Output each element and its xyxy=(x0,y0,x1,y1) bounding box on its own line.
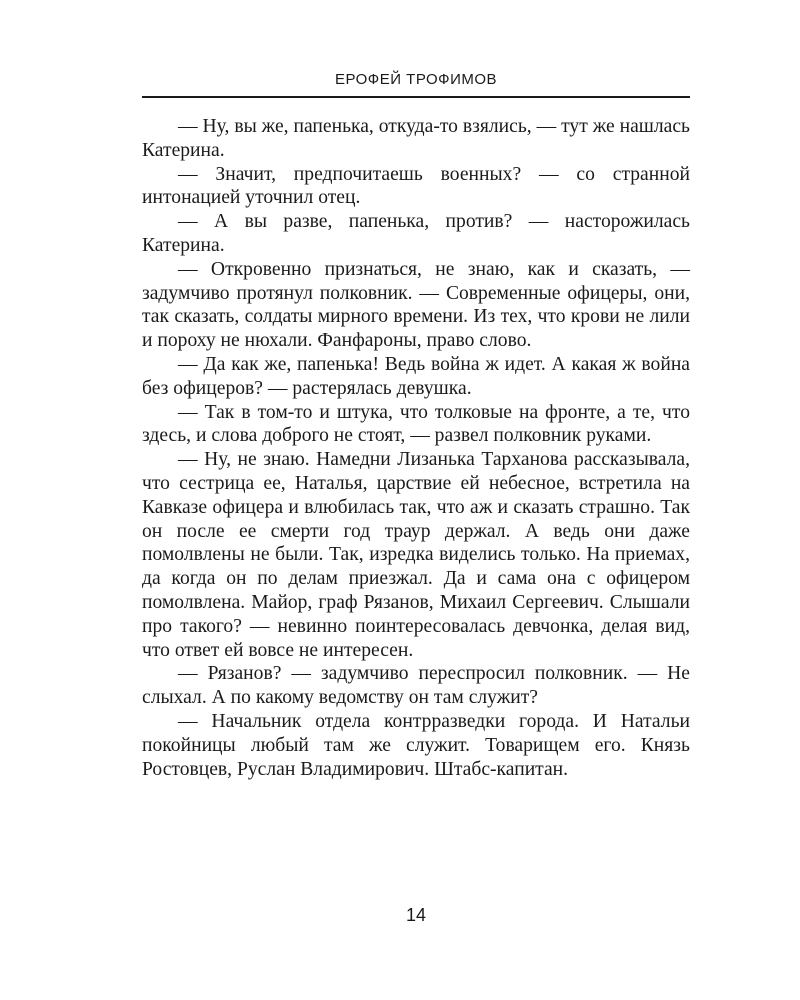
paragraph: — Ну, вы же, папенька, откуда-то взялись, — тут же нашлась Катерина. xyxy=(142,116,690,161)
page-number: 14 xyxy=(405,905,427,925)
paragraph: — Значит, предпочитаешь военных? — со странной интонацией уточнил отец. xyxy=(142,163,690,209)
running-head: ЕРОФЕЙ ТРОФИМОВ xyxy=(334,71,498,88)
body-text xyxy=(142,115,690,781)
paragraph: — А вы разве, папенька, против? — насторожилась Катерина. xyxy=(142,211,690,256)
paragraph: — Начальник отдела контрразведки города. И Натальи покойницы любый там же служит. Товарищем его. Князь Ростовцев, Руслан Владимирович. Штабс-капитан. xyxy=(142,710,690,780)
header-rule xyxy=(142,96,690,98)
paragraph: — Да как же, папенька! Ведь война ж идет. А какая ж война без офицеров? — растерялась девушка. xyxy=(142,353,690,399)
paragraph: — Ну, не знаю. Намедни Лизанька Тарханова рассказывала, что сестрица ее, Наталья, царствие ей небесное, встретила на Кавказе офицера и влюбилась так, что аж и сказать страшно. Так он после ее смерти год траур держал. А ведь они даже помолвлены не были. Так, изредка виделись только. На приемах, да когда он по делам приезжал. Да и сама она с офицером помолвлена. Майор, граф Рязанов, Михаил Сергеевич. Слышали про такого? — невинно поинтересовалась девчонка, делая вид, что ответ ей вовсе не интересен. xyxy=(142,449,690,661)
paragraph: — Рязанов? — задумчиво переспросил полковник. — Не слыхал. А по какому ведомству он там служит? xyxy=(142,663,690,709)
paragraph: — Откровенно признаться, не знаю, как и сказать, — задумчиво протянул полковник. — Современные офицеры, они, так сказать, солдаты мирного времени. Из тех, что крови не лили и пороху не нюхали. Фанфароны, право слово. xyxy=(142,258,690,352)
paragraph: — Так в том-то и штука, что толковые на фронте, а те, что здесь, и слова доброго не стоят, — развел полковник руками. xyxy=(142,401,690,447)
